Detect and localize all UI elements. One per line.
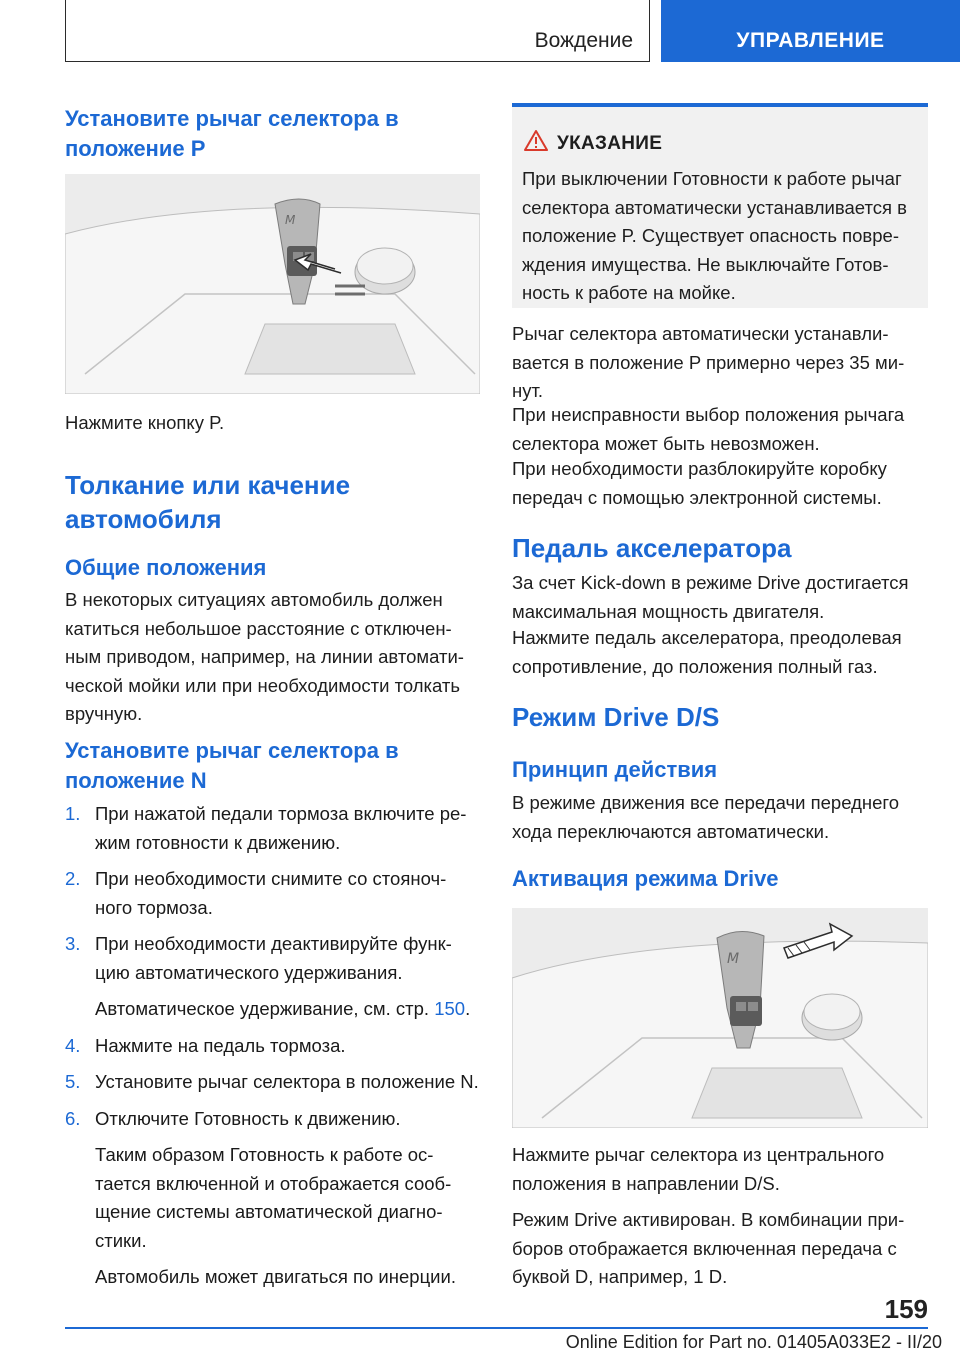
step-text: Отключите Готовность к движению. [95, 1107, 401, 1129]
edition-text: Online Edition for Part no. 01405A033E2 - II/20 [565, 1332, 942, 1352]
step-5 [65, 1068, 480, 1097]
heading-principle: Принцип действия [512, 757, 718, 782]
header-frame [65, 0, 650, 62]
step-number: 4. [65, 1034, 81, 1056]
warning-box [512, 103, 928, 308]
step-number: 6. [65, 1107, 81, 1129]
svg-text:M: M [727, 951, 740, 967]
step-number: 2. [65, 868, 81, 889]
pedal-text-2: Нажмите педаль акселератора, преодолевая сопротивление, до положения полный газ. [512, 627, 902, 677]
warning-triangle-icon [524, 129, 548, 153]
note-text: Автоматическое удерживание, см. стр. [95, 998, 435, 1019]
step-number: 3. [65, 933, 81, 954]
selector-lever-illustration [65, 174, 480, 394]
step-6 [65, 1105, 480, 1292]
step-6-note-2: Автомобиль может двигаться по инерции. [95, 1266, 456, 1287]
unlock-text: При необходимости разблокируйте коробку передач с помощью электронной системы. [512, 458, 887, 508]
drive-active-text: Режим Drive активирован. В комбинации при‐боров отображается включенная передача с буквой D, например, 1 D. [512, 1209, 905, 1287]
auto-p-text: Рычаг селектора автоматически устанавли‐вается в положение P примерно через 35 ми‐нут. [512, 323, 905, 401]
section-tab: УПРАВЛЕНИЕ [661, 0, 960, 62]
selector-drive-illustration [512, 908, 928, 1128]
svg-text:M: M [285, 213, 296, 227]
step-6-note: Таким образом Готовность к работе ос‐тается включенной и отображается сооб‐щение системы автоматической диагно‐стики. [95, 1144, 452, 1251]
footer-divider [65, 1327, 928, 1329]
step-text: Установите рычаг селектора в положение N. [95, 1071, 479, 1092]
principle-text: В режиме движения все передачи переднего хода переключаются автоматически. [512, 792, 900, 842]
step-number: 1. [65, 803, 81, 824]
note-end: . [465, 998, 471, 1019]
heading-set-n: Установите рычаг селектора в положение N [65, 738, 399, 793]
step-text: Нажмите на педаль тормоза. [95, 1034, 346, 1056]
figure-selector-drive [512, 908, 928, 1128]
step-1 [65, 800, 480, 857]
footer-edition [0, 1332, 960, 1353]
step-4 [65, 1032, 480, 1061]
heading-general: Общие положения [65, 555, 267, 580]
general-text: В некоторых ситуациях автомобиль должен катиться небольшое расстояние с отключен‐ным приводом, например, на линии автомати‐ческой мойки или при необходимости толкать вручную. [65, 589, 464, 724]
heading-drive: Режим Drive D/S [512, 702, 720, 732]
chapter-tab: Вождение [534, 29, 633, 52]
page-number: 159 [884, 1294, 928, 1324]
page-link[interactable]: 150 [434, 998, 466, 1019]
heading-pedal: Педаль акселератора [512, 533, 792, 563]
warning-title: УКАЗАНИЕ [557, 133, 663, 154]
step-text: При нажатой педали тормоза включите ре‐жим готовности к движению. [95, 803, 467, 853]
step-2 [65, 865, 480, 922]
step-text: При необходимости деактивируйте функ‐цию автоматического удерживания. [95, 933, 452, 983]
warning-text: При выключении Готовности к работе рычаг селектора автоматически устанавливается в положение P. Существует опасность повре‐ждения имущества. Не выключайте Готов‐ность к работе на мойке. [522, 168, 907, 303]
pedal-text-1: За счет Kick-down в режиме Drive достигается максимальная мощность двигателя. [512, 572, 909, 622]
caption-press-p: Нажмите кнопку P. [65, 412, 225, 433]
malfunction-text: При неисправности выбор положения рычага селектора может быть невозможен. [512, 404, 905, 454]
step-3-note [95, 995, 480, 1024]
step-number: 5. [65, 1071, 81, 1092]
caption-drive: Нажмите рычаг селектора из центрального положения в направлении D/S. [512, 1144, 885, 1194]
heading-activation: Активация режима Drive [512, 866, 779, 891]
heading-push: Толкание или качение автомобиля [65, 470, 351, 534]
steps-list [65, 800, 480, 1300]
step-text: При необходимости снимите со стояноч‐ного тормоза. [95, 868, 447, 918]
step-3 [65, 930, 480, 1024]
figure-selector-p [65, 174, 480, 394]
heading-set-p: Установите рычаг селектора в положение P [65, 106, 399, 161]
